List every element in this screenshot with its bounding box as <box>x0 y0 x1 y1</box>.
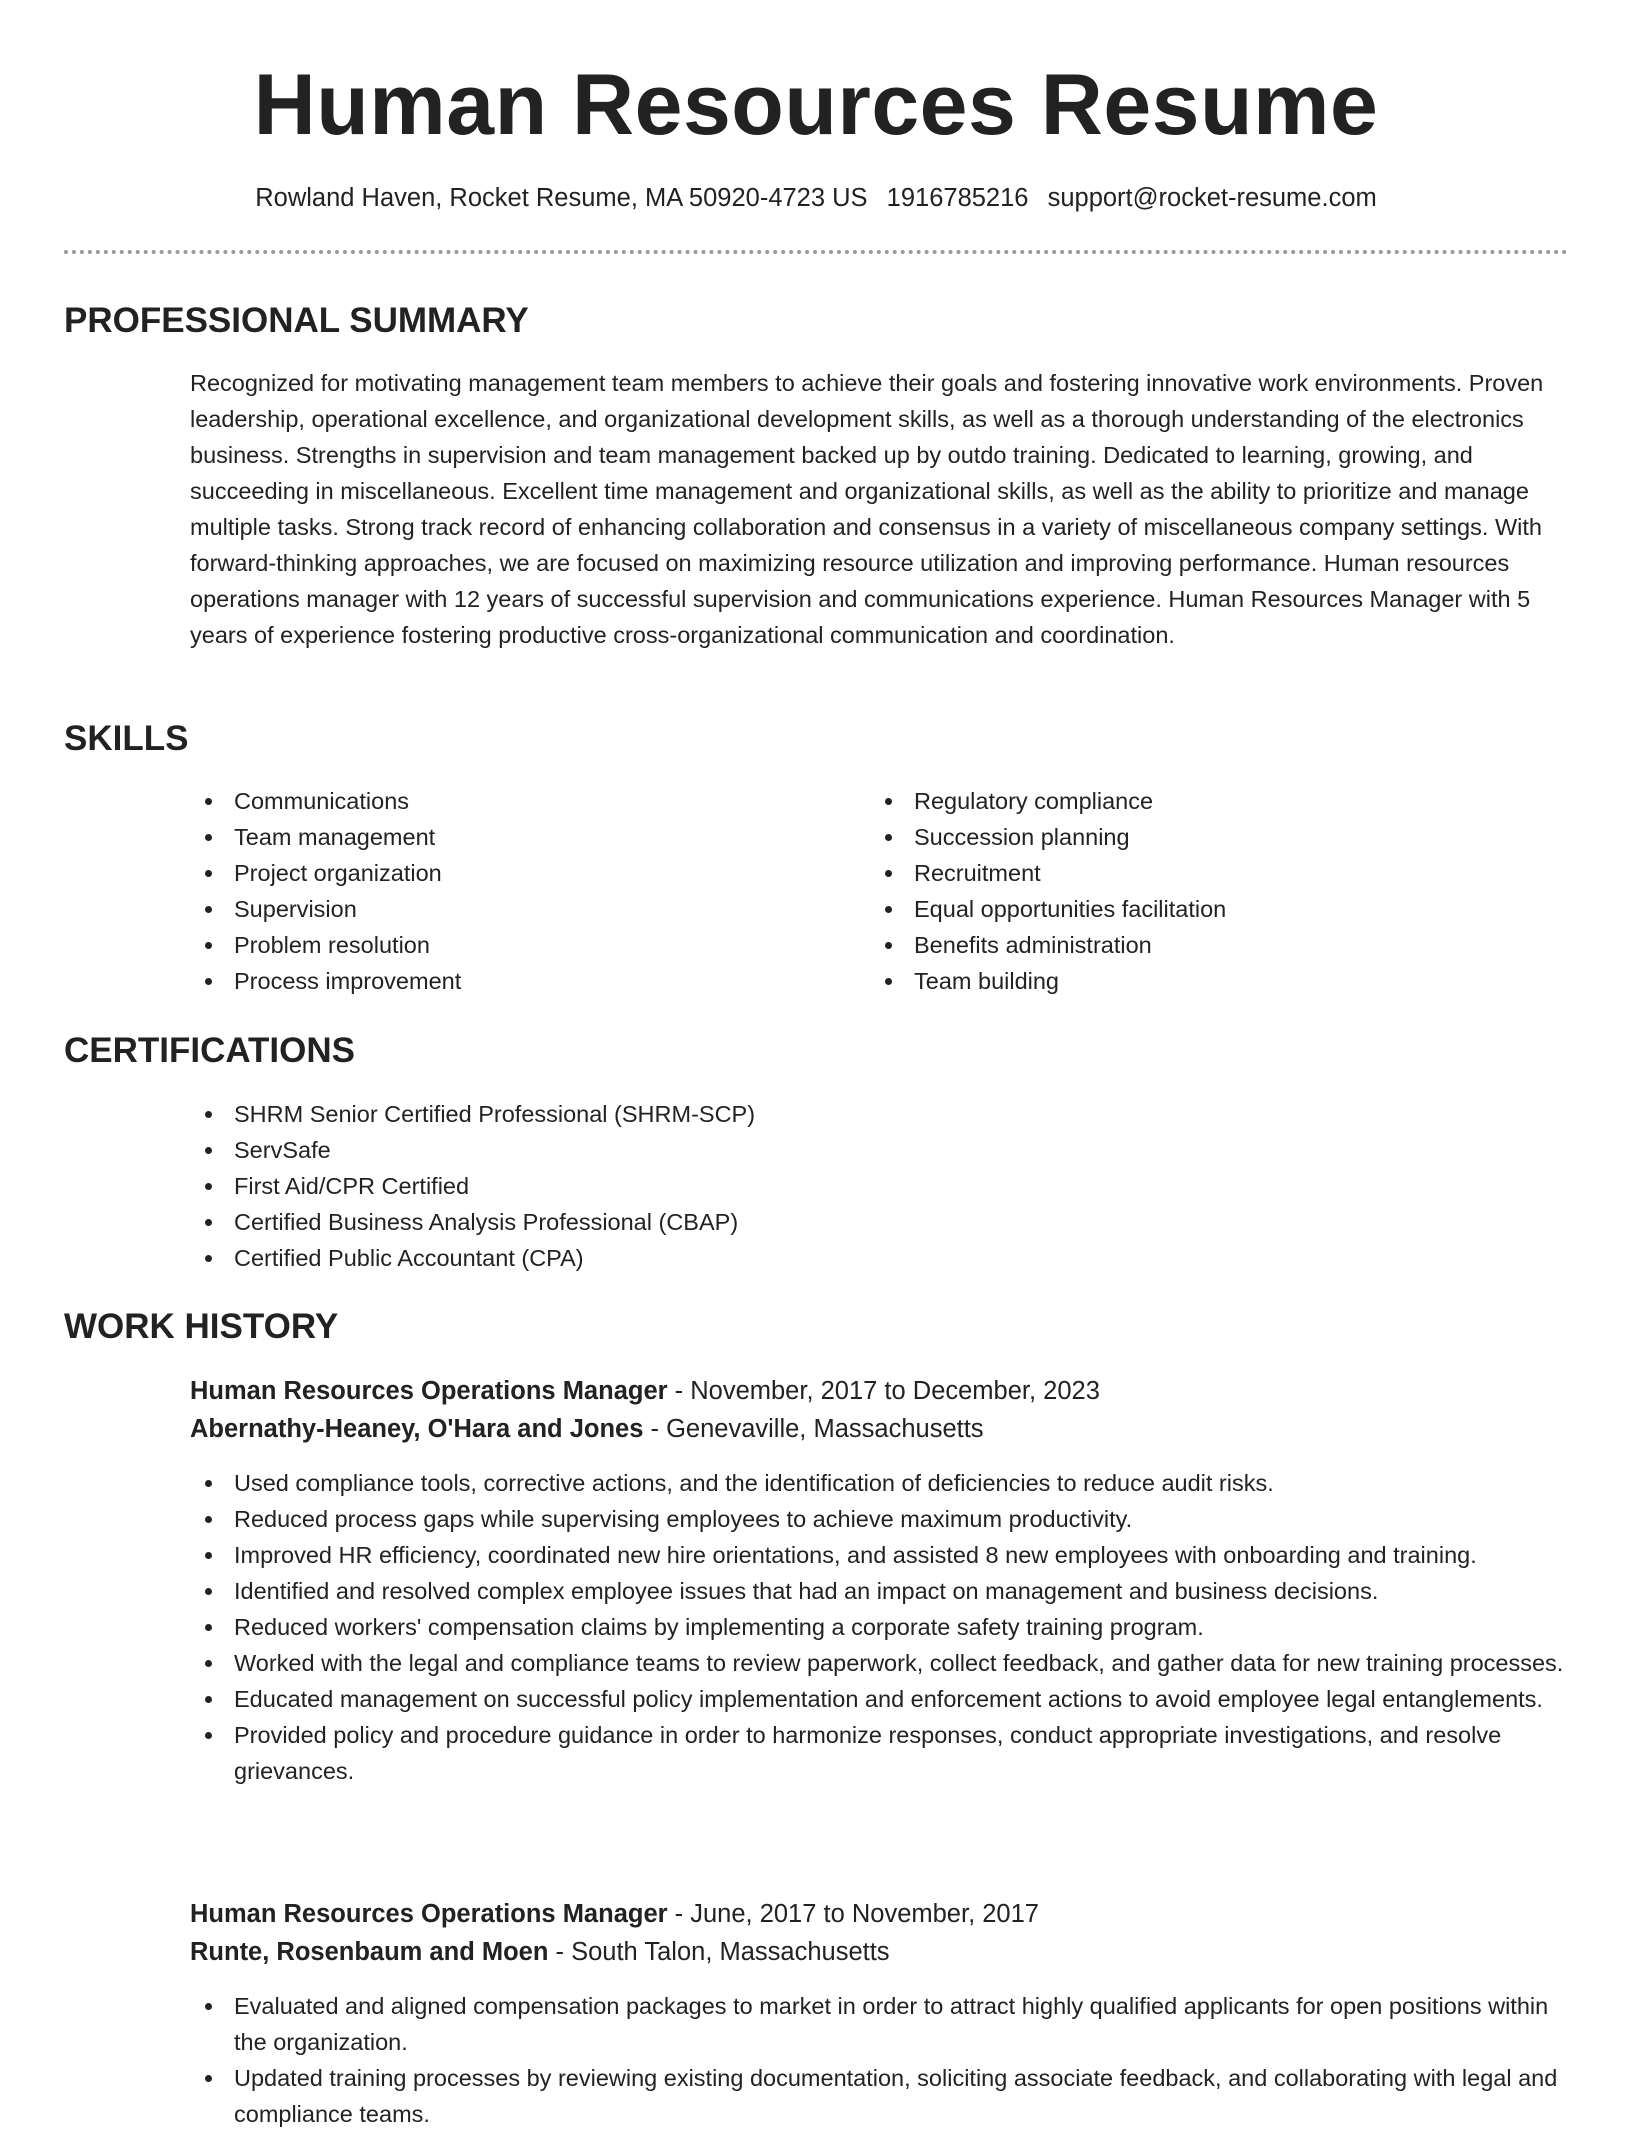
certification-item: ServSafe <box>190 1132 1570 1168</box>
job-bullet: Worked with the legal and compliance teams to review paperwork, collect feedback, and gather data for new training processes. <box>190 1645 1580 1681</box>
contact-email: support@rocket-resume.com <box>1047 184 1377 212</box>
job-bullet: Evaluated and aligned compensation packages to market in order to attract highly qualified applicants for open positions within the organization. <box>190 1988 1580 2060</box>
contact-phone: 1916785216 <box>886 184 1029 212</box>
skills-list-left <box>190 783 830 999</box>
job-bullet: Educated management on successful policy implementation and enforcement actions to avoid employee legal entanglements. <box>190 1681 1580 1717</box>
certification-item: Certified Business Analysis Professional (CBAP) <box>190 1204 1570 1240</box>
job-bullet: Identified and resolved complex employee issues that had an impact on management and business decisions. <box>190 1573 1580 1609</box>
skills-list-right <box>870 783 1530 999</box>
contact-address: Rowland Haven, Rocket Resume, MA 50920-4723 US <box>255 184 868 212</box>
skill-item: Equal opportunities facilitation <box>870 891 1530 927</box>
job-dates: - November, 2017 to December, 2023 <box>667 1377 1100 1405</box>
skill-item: Benefits administration <box>870 927 1530 963</box>
certification-item: Certified Public Accountant (CPA) <box>190 1240 1570 1276</box>
job-company: Runte, Rosenbaum and Moen <box>190 1938 549 1966</box>
job-company-line <box>190 1410 984 1448</box>
skill-item: Succession planning <box>870 819 1530 855</box>
job-company-line <box>190 1933 890 1971</box>
job-title-line <box>190 1895 1039 1933</box>
resume-title: Human Resources Resume <box>253 57 1379 153</box>
skill-item: Regulatory compliance <box>870 783 1530 819</box>
skills-heading: SKILLS <box>64 719 189 758</box>
job-bullet: Provided policy and procedure guidance in order to harmonize responses, conduct appropriate investigations, and resolve grievances. <box>190 1717 1580 1789</box>
skill-item: Team building <box>870 963 1530 999</box>
skill-item: Process improvement <box>190 963 830 999</box>
job-location: - Genevaville, Massachusetts <box>643 1415 984 1443</box>
job-title-line <box>190 1372 1100 1410</box>
job-title: Human Resources Operations Manager <box>190 1900 668 1928</box>
job-bullet: Used compliance tools, corrective actions, and the identification of deficiencies to reduce audit risks. <box>190 1465 1580 1501</box>
job-location: - South Talon, Massachusetts <box>548 1938 890 1966</box>
certifications-list <box>190 1096 1570 1276</box>
job-bullet: Updated training processes by reviewing existing documentation, soliciting associate feedback, and collaborating with legal and compliance teams. <box>190 2060 1580 2132</box>
skill-item: Project organization <box>190 855 830 891</box>
skill-item: Team management <box>190 819 830 855</box>
certification-item: First Aid/CPR Certified <box>190 1168 1570 1204</box>
skill-item: Communications <box>190 783 830 819</box>
skill-item: Problem resolution <box>190 927 830 963</box>
skill-item: Recruitment <box>870 855 1530 891</box>
header-divider <box>64 250 1568 254</box>
job-bullets <box>190 1988 1580 2132</box>
contact-line <box>0 180 1632 216</box>
skill-item: Supervision <box>190 891 830 927</box>
certifications-heading: CERTIFICATIONS <box>64 1031 356 1070</box>
work-history-heading: WORK HISTORY <box>64 1307 339 1346</box>
summary-text: Recognized for motivating management team members to achieve their goals and fostering innovative work environments. Proven leadership, operational excellence, and organizational development skills, as well as a thorough understanding of the electronics business. Strengths in supervision and team management backed up by outdo training. Dedicated to learning, growing, and succeeding in miscellaneous. Excellent time management and organizational skills, as well as the ability to prioritize and manage multiple tasks. Strong track record of enhancing collaboration and consensus in a variety of miscellaneous company settings. With forward-thinking approaches, we are focused on maximizing resource utilization and improving performance. Human resources operations manager with 12 years of successful supervision and communications experience. Human Resources Manager with 5 years of experience fostering productive cross-organizational communication and coordination. <box>190 370 1544 648</box>
job-bullet: Reduced process gaps while supervising employees to achieve maximum productivity. <box>190 1501 1580 1537</box>
job-bullet: Reduced workers' compensation claims by implementing a corporate safety training program. <box>190 1609 1580 1645</box>
job-bullets <box>190 1465 1580 1789</box>
job-bullet: Improved HR efficiency, coordinated new hire orientations, and assisted 8 new employees with onboarding and training. <box>190 1537 1580 1573</box>
summary-heading: PROFESSIONAL SUMMARY <box>64 301 529 340</box>
job-title: Human Resources Operations Manager <box>190 1377 668 1405</box>
job-dates: - June, 2017 to November, 2017 <box>667 1900 1039 1928</box>
job-company: Abernathy-Heaney, O'Hara and Jones <box>190 1415 644 1443</box>
certification-item: SHRM Senior Certified Professional (SHRM-SCP) <box>190 1096 1570 1132</box>
